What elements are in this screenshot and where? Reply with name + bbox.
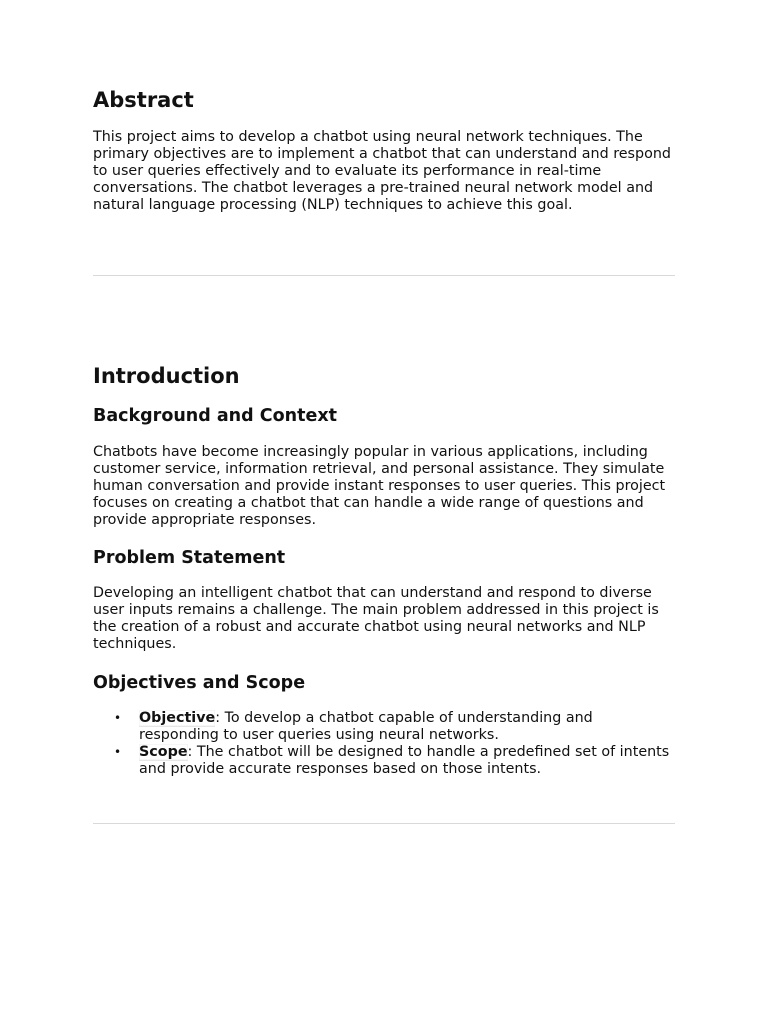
list-item-objective bbox=[93, 710, 675, 744]
problem-statement-paragraph: Developing an intelligent chatbot that can understand and respond to diverse user inputs remains a challenge. The main problem addressed in this project is the creation of a robust and accurate chatbot using neural networks and NLP techniques. bbox=[93, 585, 659, 652]
background-heading: Background and Context bbox=[93, 406, 337, 426]
abstract-paragraph: This project aims to develop a chatbot using neural network techniques. The primary objectives are to implement a chatbot that can understand and respond to user queries effectively and to evaluate its performance in real-time conversations. The chatbot leverages a pre-trained neural network model and natural language processing (NLP) techniques to achieve this goal. bbox=[93, 129, 671, 213]
background-paragraph: Chatbots have become increasingly popular in various applications, including customer service, information retrieval, and personal assistance. They simulate human conversation and provide instant responses to user queries. This project focuses on creating a chatbot that can handle a wide range of questions and provide appropriate responses. bbox=[93, 444, 666, 528]
abstract-heading: Abstract bbox=[93, 88, 194, 112]
list-item-term: Scope bbox=[139, 744, 188, 760]
list-item-scope bbox=[93, 744, 675, 778]
section-divider bbox=[93, 275, 675, 276]
section-divider bbox=[93, 823, 675, 824]
objectives-list bbox=[93, 710, 675, 778]
bullet-icon: • bbox=[114, 711, 122, 725]
list-item-text: : The chatbot will be designed to handle a predefined set of intents and provide accurate responses based on those intents. bbox=[139, 744, 670, 777]
list-item-term: Objective bbox=[139, 710, 216, 726]
introduction-heading: Introduction bbox=[93, 364, 240, 388]
bullet-icon: • bbox=[114, 745, 122, 759]
list-item-text: : To develop a chatbot capable of understanding and responding to user queries using neural networks. bbox=[139, 710, 593, 743]
problem-statement-heading: Problem Statement bbox=[93, 548, 286, 568]
objectives-scope-heading: Objectives and Scope bbox=[93, 673, 306, 693]
